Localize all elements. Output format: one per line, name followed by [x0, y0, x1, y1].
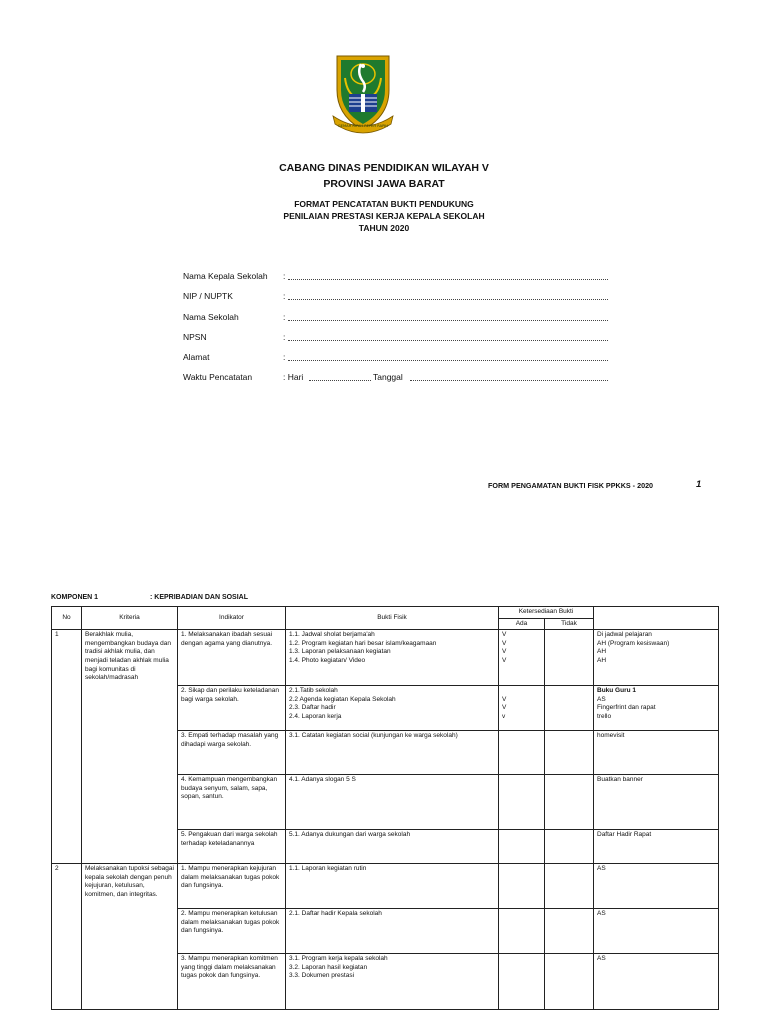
col-header-indikator: Indikator	[178, 607, 286, 630]
col-header-ketersediaan: Ketersediaan Bukti	[499, 607, 594, 619]
cell-indikator: 1. Mampu menerapkan kejujuran dalam melaksanakan tugas pokok dan fungsinya.	[178, 864, 286, 909]
col-header-keterangan	[594, 607, 719, 630]
provincial-emblem-icon	[331, 50, 395, 134]
header-line-2: PROVINSI JAWA BARAT	[323, 178, 445, 190]
fill-line[interactable]	[288, 320, 608, 321]
cell-kriteria: Berakhlak mulia, mengembangkan budaya dan tradisi akhlak mulia, dan menjadi teladan akhlak mulia bagi komunitas di sekolah/madrasah	[82, 630, 178, 864]
cell-ada[interactable]	[499, 731, 545, 775]
cell-indikator: 1. Melaksanakan ibadah sesuai dengan agama yang dianutnya.	[178, 630, 286, 686]
cell-indikator: 3. Mampu menerapkan komitmen yang tinggi dalam melaksanakan tugas pokok dan fungsinya.	[178, 954, 286, 1010]
header-line-5: TAHUN 2020	[358, 223, 410, 233]
col-header-bukti: Bukti Fisik	[286, 607, 499, 630]
cell-ada[interactable]	[499, 775, 545, 830]
field-label: Alamat	[183, 352, 210, 363]
cell-indikator: 2. Mampu menerapkan ketulusan dalam melaksanakan tugas pokok dan fungsinya.	[178, 909, 286, 954]
cell-bukti: 1.1. Jadwal sholat berjama'ah 1.2. Program kegiatan hari besar islam/keagamaan 1.3. Laporan pelaksanaan kegiatan 1.4. Photo kegiatan/ Video	[286, 630, 499, 686]
cell-ada[interactable]	[499, 954, 545, 1010]
hari-fill-line[interactable]	[309, 380, 371, 381]
col-header-no: No	[52, 607, 82, 630]
cell-tidak[interactable]	[545, 775, 594, 830]
table-header-row	[52, 607, 719, 619]
cell-keterangan: homevisit	[594, 731, 719, 775]
cell-keterangan: AS	[594, 864, 719, 909]
cell-keterangan: Buku Guru 1 AS Fingerfrint dan rapat trello	[594, 686, 719, 731]
cell-ada[interactable]: V V V V	[499, 630, 545, 686]
cell-tidak[interactable]	[545, 731, 594, 775]
cell-bukti: 4.1. Adanya slogan 5 S	[286, 775, 499, 830]
cell-ada[interactable]	[499, 830, 545, 864]
form-row-nip: NIP / NUPTK :	[183, 291, 613, 311]
field-label: Waktu Pencatatan	[183, 372, 253, 383]
col-header-kriteria: Kriteria	[82, 607, 178, 630]
fill-line[interactable]	[288, 360, 608, 361]
cell-bukti: 3.1. Catatan kegiatan social (kunjungan ke warga sekolah)	[286, 731, 499, 775]
cell-ada[interactable]	[499, 864, 545, 909]
agency-header	[0, 160, 768, 192]
fill-line[interactable]	[288, 340, 608, 341]
cell-indikator: 4. Kemampuan mengembangkan budaya senyum, salam, sapa, sopan, santun.	[178, 775, 286, 830]
cell-tidak[interactable]	[545, 630, 594, 686]
cell-tidak[interactable]	[545, 909, 594, 954]
cell-ada[interactable]	[499, 909, 545, 954]
cell-tidak[interactable]	[545, 686, 594, 731]
komponen-label: KOMPONEN 1	[51, 594, 99, 601]
cell-tidak[interactable]	[545, 830, 594, 864]
cell-indikator: 3. Empati terhadap masalah yang dihadapi warga sekolah.	[178, 731, 286, 775]
cell-no: 1	[52, 630, 82, 864]
page-number: 1	[696, 479, 702, 490]
cell-bukti: 2.1.Tatib sekolah 2.2 Agenda kegiatan Kepala Sekolah 2.3. Daftar hadir 2.4. Laporan kerja	[286, 686, 499, 731]
field-label: NPSN	[183, 331, 207, 342]
table-row	[52, 864, 719, 909]
hari-label: : Hari	[283, 372, 304, 383]
header-line-4: PENILAIAN PRESTASI KERJA KEPALA SEKOLAH	[283, 211, 485, 221]
form-title	[0, 198, 768, 234]
page-footer: FORM PENGAMATAN BUKTI FISK PPKKS - 2020	[488, 481, 654, 490]
col-header-ada: Ada	[499, 618, 545, 630]
cell-bukti: 1.1. Laporan kegiatan rutin	[286, 864, 499, 909]
cell-indikator: 2. Sikap dan perilaku keteladanan bagi warga sekolah.	[178, 686, 286, 731]
logo-motto: GEMAH RIPAH REPEH RAPIH	[337, 124, 389, 128]
komponen-value: : KEPRIBADIAN DAN SOSIAL	[150, 594, 249, 601]
col-header-tidak: Tidak	[545, 618, 594, 630]
cell-bukti: 3.1. Program kerja kepala sekolah 3.2. Laporan hasil kegiatan 3.3. Dokumen prestasi	[286, 954, 499, 1010]
tanggal-label: Tanggal	[373, 372, 403, 383]
cell-bukti: 5.1. Adanya dukungan dari warga sekolah	[286, 830, 499, 864]
cell-tidak[interactable]	[545, 864, 594, 909]
form-row-npsn: NPSN :	[183, 332, 613, 352]
tanggal-fill-line[interactable]	[410, 380, 608, 381]
form-row-alamat: Alamat :	[183, 352, 613, 372]
form-row-nama-sekolah: Nama Sekolah :	[183, 312, 613, 332]
field-label: Nama Kepala Sekolah	[183, 271, 268, 281]
header-line-3: FORMAT PENCATATAN BUKTI PENDUKUNG	[294, 199, 474, 209]
cell-bukti: 2.1. Daftar hadir Kepala sekolah	[286, 909, 499, 954]
field-label: Nama Sekolah	[183, 311, 239, 322]
cell-keterangan: AS	[594, 909, 719, 954]
fill-line[interactable]	[288, 279, 608, 280]
cell-tidak[interactable]	[545, 954, 594, 1010]
evidence-table	[51, 606, 719, 1010]
identity-form	[183, 271, 613, 393]
field-label: NIP / NUPTK	[183, 291, 233, 302]
cell-indikator: 5. Pengakuan dari warga sekolah terhadap keteladanannya	[178, 830, 286, 864]
form-row-waktu	[183, 372, 613, 392]
cell-ada[interactable]: V V v	[499, 686, 545, 731]
form-row-nama-kepala: Nama Kepala Sekolah :	[183, 271, 613, 291]
cell-kriteria: Melaksanakan tupoksi sebagai kepala sekolah dengan penuh kejujuran, ketulusan, komitmen, dan integritas.	[82, 864, 178, 1010]
cell-keterangan: AS	[594, 954, 719, 1010]
cell-no: 2	[52, 864, 82, 1010]
cell-keterangan: Daftar Hadir Rapat	[594, 830, 719, 864]
cell-keterangan: Di jadwal pelajaran AH (Program kesiswaan) AH AH	[594, 630, 719, 686]
table-row	[52, 630, 719, 686]
evidence-page	[0, 594, 768, 1024]
cell-keterangan: Buatkan banner	[594, 775, 719, 830]
fill-line[interactable]	[288, 299, 608, 300]
header-line-1: CABANG DINAS PENDIDIKAN WILAYAH V	[279, 162, 489, 174]
